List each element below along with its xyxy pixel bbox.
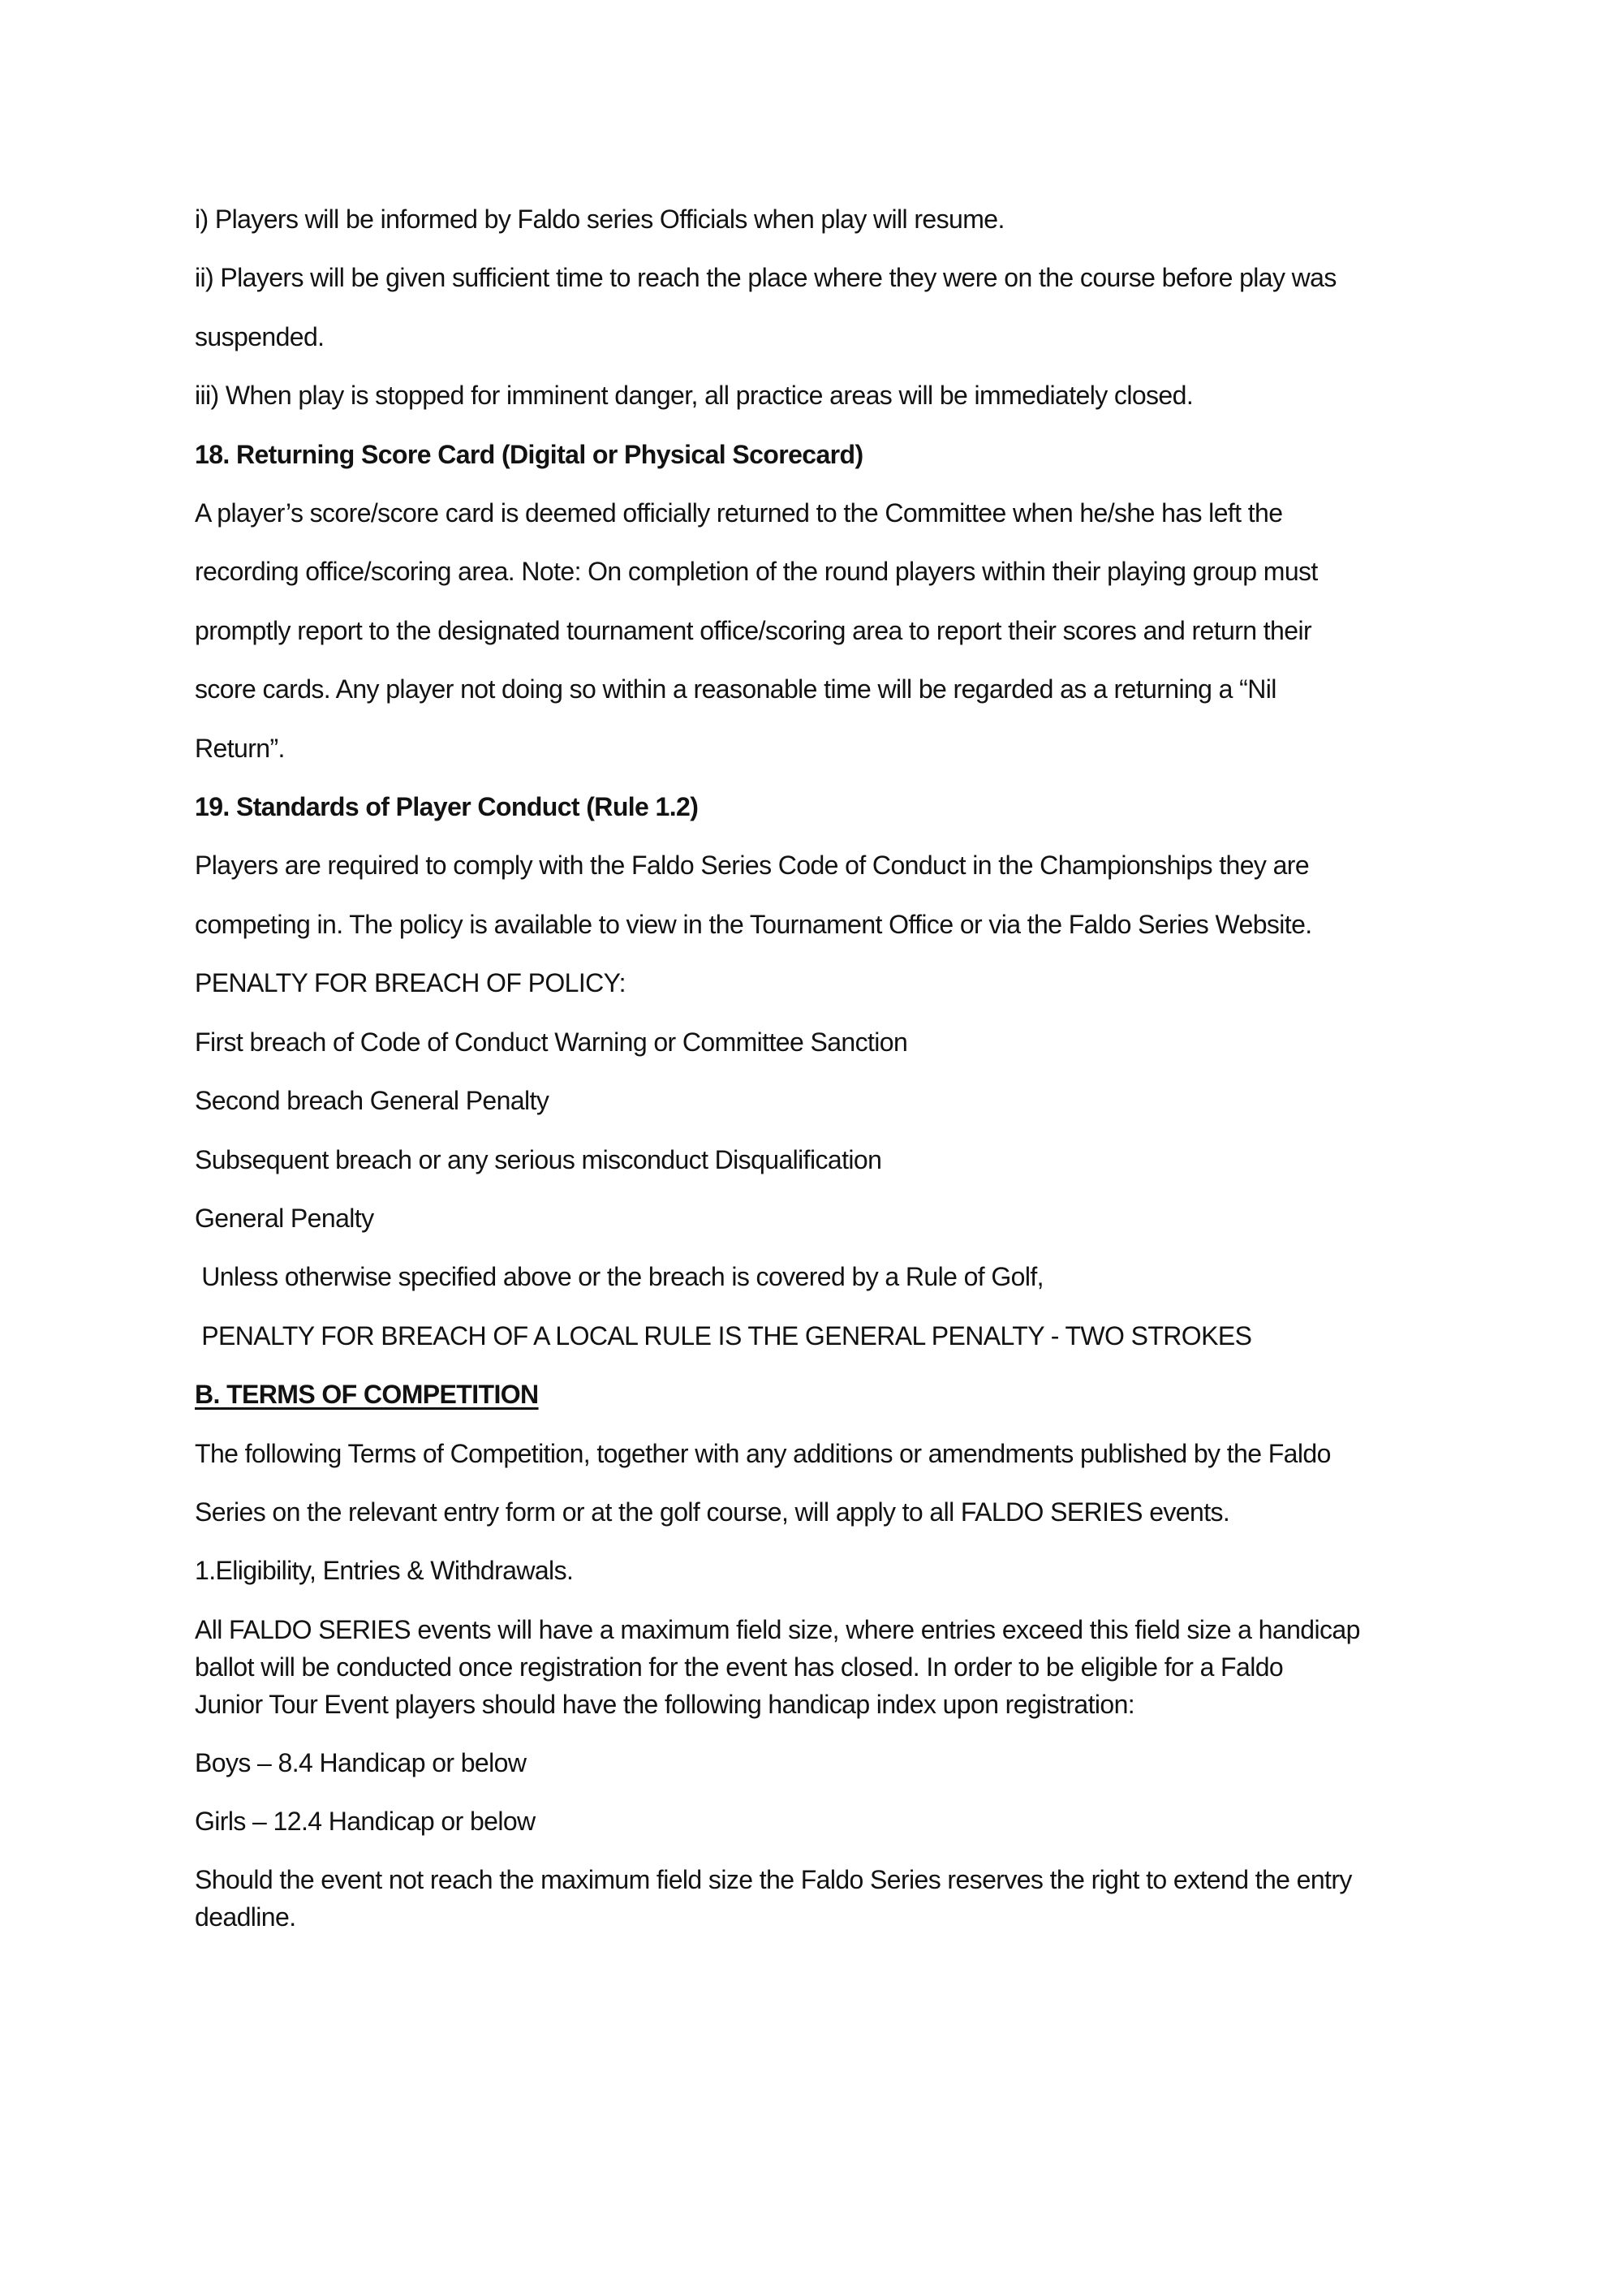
text-line: Unless otherwise specified above or the breach is covered by a Rule of Golf, (195, 1262, 1044, 1292)
paragraph (195, 836, 1477, 954)
text-line: Boys – 8.4 Handicap or below (195, 1747, 527, 1777)
paragraph (195, 1071, 1477, 1130)
text-line: Second breach General Penalty (195, 1086, 549, 1116)
paragraph (195, 954, 1477, 1012)
paragraph (195, 1611, 1477, 1723)
text-line: PENALTY FOR BREACH OF A LOCAL RULE IS THE GENERAL PENALTY - TWO STROKES (195, 1320, 1252, 1350)
text-line: Return”. (195, 733, 285, 763)
text-line: score cards. Any player not doing so within a reasonable time will be regarded as a returning a “Nil (195, 674, 1276, 704)
text-line: A player’s score/score card is deemed officially returned to the Committee when he/she has left the (195, 498, 1283, 528)
text-line: Subsequent breach or any serious misconduct Disqualification (195, 1144, 882, 1174)
paragraph (195, 248, 1477, 366)
paragraph (195, 1307, 1477, 1365)
text-line: PENALTY FOR BREACH OF POLICY: (195, 968, 626, 998)
paragraph (195, 484, 1477, 778)
paragraph (195, 1247, 1477, 1306)
paragraph (195, 1131, 1477, 1189)
text-line: B. TERMS OF COMPETITION (195, 1380, 539, 1410)
paragraph (195, 1424, 1477, 1542)
text-line: 19. Standards of Player Conduct (Rule 1.2) (195, 792, 699, 822)
text-line: First breach of Code of Conduct Warning or Committee Sanction (195, 1027, 908, 1057)
paragraph (195, 1189, 1477, 1247)
paragraph (195, 1744, 1477, 1781)
text-line: All FALDO SERIES events will have a maximum field size, where entries exceed this field size a handicap (195, 1614, 1360, 1644)
paragraph (195, 1803, 1477, 1840)
text-line: promptly report to the designated tournament office/scoring area to report their scores and return their (195, 615, 1312, 645)
text-line: deadline. (195, 1902, 296, 1932)
text-line: Series on the relevant entry form or at the golf course, will apply to all FALDO SERIES events. (195, 1497, 1230, 1527)
section-heading (195, 1365, 1477, 1424)
text-line: i) Players will be informed by Faldo series Officials when play will resume. (195, 205, 1005, 234)
text-line: competing in. The policy is available to view in the Tournament Office or via the Faldo Series Website. (195, 909, 1312, 939)
paragraph (195, 1541, 1477, 1600)
text-line: Players are required to comply with the Faldo Series Code of Conduct in the Championships they are (195, 851, 1310, 881)
text-line: Junior Tour Event players should have the following handicap index upon registration: (195, 1689, 1135, 1719)
text-line: ballot will be conducted once registration for the event has closed. In order to be eligible for a Faldo (195, 1652, 1284, 1682)
text-line: suspended. (195, 321, 325, 351)
text-line: ii) Players will be given sufficient time to reach the place where they were on the course before play was (195, 263, 1337, 293)
text-line: 18. Returning Score Card (Digital or Physical Scorecard) (195, 439, 863, 469)
paragraph (195, 190, 1477, 248)
text-line: iii) When play is stopped for imminent danger, all practice areas will be immediately closed. (195, 381, 1194, 411)
text-line: Girls – 12.4 Handicap or below (195, 1806, 536, 1836)
section-heading (195, 425, 1477, 484)
text-line: Should the event not reach the maximum field size the Faldo Series reserves the right to extend the entry (195, 1864, 1352, 1894)
text-line: General Penalty (195, 1203, 374, 1233)
text-line: recording office/scoring area. Note: On completion of the round players within their playing group must (195, 557, 1318, 587)
text-line: 1.Eligibility, Entries & Withdrawals. (195, 1556, 574, 1586)
text-line: The following Terms of Competition, together with any additions or amendments published by the Faldo (195, 1438, 1331, 1468)
paragraph (195, 366, 1477, 424)
section-heading (195, 778, 1477, 836)
paragraph (195, 1013, 1477, 1071)
paragraph (195, 1861, 1477, 1936)
